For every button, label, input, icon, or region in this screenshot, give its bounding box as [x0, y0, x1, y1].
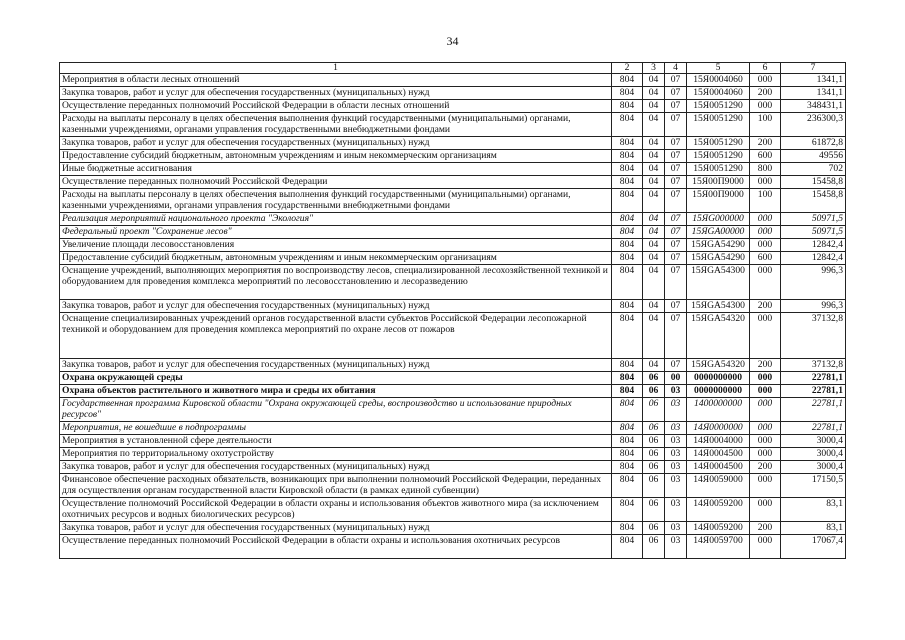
table-row [60, 213, 846, 226]
row-subsection-cell: 07 [665, 176, 687, 189]
row-subsection-cell: 07 [665, 300, 687, 313]
row-subsection-cell: 07 [665, 239, 687, 252]
row-name-cell: Государственная программа Кировской области "Охрана окружающей среды, воспроизводство и использование природных ресурсов" [60, 398, 612, 422]
row-section-cell: 04 [643, 87, 665, 100]
row-section-cell: 06 [643, 448, 665, 461]
row-target-cell: 15Я0051290 [687, 113, 750, 137]
row-amount-cell: 15458,8 [781, 189, 846, 213]
row-target-cell: 15Я00П9000 [687, 189, 750, 213]
row-code-cell: 804 [612, 522, 643, 535]
row-section-cell: 06 [643, 422, 665, 435]
row-subsection-cell: 03 [665, 498, 687, 522]
row-subsection-cell: 03 [665, 474, 687, 498]
row-section-cell: 04 [643, 226, 665, 239]
row-expense-type-cell: 100 [750, 189, 781, 213]
row-amount-cell: 22781,1 [781, 385, 846, 398]
row-name-cell: Осуществление переданных полномочий Российской Федерации [60, 176, 612, 189]
column-header: 2 [612, 63, 643, 74]
table-row [60, 265, 846, 300]
row-name-cell: Финансовое обеспечение расходных обязательств, возникающих при выполнении полномочий Российской Федерации, переданных для осуществления органам государственной власти Кировской области (в рамках единой субвенции) [60, 474, 612, 498]
row-expense-type-cell: 000 [750, 474, 781, 498]
row-name-cell: Предоставление субсидий бюджетным, автономным учреждениям и иным некоммерческим организациям [60, 252, 612, 265]
row-subsection-cell: 07 [665, 113, 687, 137]
row-target-cell: 15Я0051290 [687, 100, 750, 113]
row-target-cell: 0000000000 [687, 385, 750, 398]
row-section-cell: 04 [643, 189, 665, 213]
row-target-cell: 14Я0059200 [687, 522, 750, 535]
row-code-cell: 804 [612, 213, 643, 226]
row-target-cell: 15ЯGA54300 [687, 265, 750, 300]
row-amount-cell: 17150,5 [781, 474, 846, 498]
row-target-cell: 15Я0051290 [687, 150, 750, 163]
row-name-cell: Увеличение площади лесовосстановления [60, 239, 612, 252]
row-target-cell: 15ЯGA54290 [687, 239, 750, 252]
row-name-cell: Оснащение специализированных учреждений органов государственной власти субъектов Российской Федерации лесопожарной техникой и оборудованием для проведения комплекса мероприятий по охране лесов от пожаров [60, 313, 612, 359]
row-name-cell: Осуществление переданных полномочий Российской Федерации в области лесных отношений [60, 100, 612, 113]
row-expense-type-cell: 000 [750, 265, 781, 300]
row-expense-type-cell: 100 [750, 113, 781, 137]
row-amount-cell: 50971,5 [781, 226, 846, 239]
row-section-cell: 04 [643, 100, 665, 113]
row-code-cell: 804 [612, 100, 643, 113]
row-subsection-cell: 07 [665, 252, 687, 265]
column-header: 5 [687, 63, 750, 74]
row-name-cell: Федеральный проект "Сохранение лесов" [60, 226, 612, 239]
row-section-cell: 04 [643, 313, 665, 359]
row-section-cell: 04 [643, 113, 665, 137]
row-code-cell: 804 [612, 87, 643, 100]
row-name-cell: Осуществление переданных полномочий Российской Федерации в области охраны и использования охотничьих ресурсов [60, 535, 612, 559]
row-name-cell: Оснащение учреждений, выполняющих мероприятия по воспроизводству лесов, специализированной лесохозяйственной техникой и оборудованием для проведения комплекса мероприятий по лесовосстановлению и лесоразведению [60, 265, 612, 300]
row-section-cell: 04 [643, 150, 665, 163]
row-section-cell: 06 [643, 435, 665, 448]
row-amount-cell: 37132,8 [781, 313, 846, 359]
row-target-cell: 0000000000 [687, 372, 750, 385]
row-target-cell: 15ЯGA54300 [687, 300, 750, 313]
table-row [60, 300, 846, 313]
row-expense-type-cell: 200 [750, 461, 781, 474]
row-section-cell: 04 [643, 265, 665, 300]
row-expense-type-cell: 000 [750, 398, 781, 422]
table-row [60, 535, 846, 559]
row-expense-type-cell: 000 [750, 372, 781, 385]
row-amount-cell: 702 [781, 163, 846, 176]
row-amount-cell: 348431,1 [781, 100, 846, 113]
row-expense-type-cell: 000 [750, 213, 781, 226]
table-row [60, 385, 846, 398]
row-target-cell: 1400000000 [687, 398, 750, 422]
row-expense-type-cell: 800 [750, 163, 781, 176]
row-name-cell: Охрана объектов растительного и животного мира и среды их обитания [60, 385, 612, 398]
row-section-cell: 06 [643, 535, 665, 559]
row-code-cell: 804 [612, 535, 643, 559]
row-name-cell: Расходы на выплаты персоналу в целях обеспечения выполнения функций государственными (муниципальными) органами, казенными учреждениями, органами управления государственными внебюджетными фондами [60, 113, 612, 137]
row-amount-cell: 236300,3 [781, 113, 846, 137]
row-expense-type-cell: 000 [750, 498, 781, 522]
row-amount-cell: 12842,4 [781, 252, 846, 265]
row-section-cell: 04 [643, 239, 665, 252]
row-subsection-cell: 03 [665, 448, 687, 461]
row-code-cell: 804 [612, 163, 643, 176]
row-target-cell: 15ЯGA54290 [687, 252, 750, 265]
row-expense-type-cell: 200 [750, 522, 781, 535]
row-code-cell: 804 [612, 189, 643, 213]
row-section-cell: 04 [643, 74, 665, 87]
row-expense-type-cell: 000 [750, 226, 781, 239]
row-section-cell: 04 [643, 213, 665, 226]
table-row [60, 398, 846, 422]
row-target-cell: 14Я0059200 [687, 498, 750, 522]
budget-table [59, 62, 846, 559]
row-code-cell: 804 [612, 398, 643, 422]
table-row [60, 522, 846, 535]
row-expense-type-cell: 000 [750, 100, 781, 113]
row-name-cell: Мероприятия в области лесных отношений [60, 74, 612, 87]
row-target-cell: 15Я0051290 [687, 163, 750, 176]
table-row [60, 163, 846, 176]
row-target-cell: 14Я0004500 [687, 461, 750, 474]
row-name-cell: Мероприятия, не вошедшие в подпрограммы [60, 422, 612, 435]
row-name-cell: Закупка товаров, работ и услуг для обеспечения государственных (муниципальных) нужд [60, 87, 612, 100]
row-subsection-cell: 03 [665, 535, 687, 559]
page-number: 34 [446, 34, 459, 48]
row-target-cell: 15ЯGA54320 [687, 359, 750, 372]
row-amount-cell: 3000,4 [781, 461, 846, 474]
row-subsection-cell: 07 [665, 87, 687, 100]
row-target-cell: 15Я0004060 [687, 87, 750, 100]
table-row [60, 176, 846, 189]
row-subsection-cell: 00 [665, 372, 687, 385]
table-row [60, 498, 846, 522]
table-row [60, 100, 846, 113]
row-code-cell: 804 [612, 74, 643, 87]
row-subsection-cell: 07 [665, 74, 687, 87]
row-target-cell: 14Я0004500 [687, 448, 750, 461]
row-amount-cell: 37132,8 [781, 359, 846, 372]
row-subsection-cell: 03 [665, 461, 687, 474]
row-amount-cell: 22781,1 [781, 422, 846, 435]
row-amount-cell: 996,3 [781, 300, 846, 313]
table-row [60, 137, 846, 150]
row-code-cell: 804 [612, 252, 643, 265]
row-expense-type-cell: 000 [750, 313, 781, 359]
row-section-cell: 06 [643, 498, 665, 522]
row-code-cell: 804 [612, 137, 643, 150]
row-amount-cell: 22781,1 [781, 398, 846, 422]
row-code-cell: 804 [612, 313, 643, 359]
row-section-cell: 04 [643, 300, 665, 313]
row-expense-type-cell: 000 [750, 448, 781, 461]
row-expense-type-cell: 000 [750, 176, 781, 189]
column-header: 1 [60, 63, 612, 74]
row-amount-cell: 3000,4 [781, 435, 846, 448]
table-row [60, 448, 846, 461]
row-subsection-cell: 07 [665, 213, 687, 226]
table-row [60, 87, 846, 100]
row-section-cell: 04 [643, 137, 665, 150]
row-subsection-cell: 07 [665, 313, 687, 359]
table-row [60, 252, 846, 265]
row-code-cell: 804 [612, 435, 643, 448]
row-section-cell: 06 [643, 385, 665, 398]
row-expense-type-cell: 000 [750, 74, 781, 87]
row-expense-type-cell: 000 [750, 435, 781, 448]
column-header: 7 [781, 63, 846, 74]
row-subsection-cell: 03 [665, 422, 687, 435]
row-expense-type-cell: 200 [750, 300, 781, 313]
row-code-cell: 804 [612, 300, 643, 313]
row-subsection-cell: 07 [665, 163, 687, 176]
row-amount-cell: 50971,5 [781, 213, 846, 226]
row-subsection-cell: 03 [665, 435, 687, 448]
row-expense-type-cell: 600 [750, 252, 781, 265]
row-name-cell: Реализация мероприятий национального проекта "Экология" [60, 213, 612, 226]
table-row [60, 313, 846, 359]
row-code-cell: 804 [612, 113, 643, 137]
column-header: 3 [643, 63, 665, 74]
row-subsection-cell: 07 [665, 137, 687, 150]
row-target-cell: 14Я0059700 [687, 535, 750, 559]
row-target-cell: 14Я0000000 [687, 422, 750, 435]
row-section-cell: 06 [643, 398, 665, 422]
row-expense-type-cell: 000 [750, 535, 781, 559]
table-row [60, 372, 846, 385]
row-name-cell: Осуществление полномочий Российской Федерации в области охраны и использования объектов животного мира (за исключением охотничьих ресурсов и водных биологических ресурсов) [60, 498, 612, 522]
table-row [60, 474, 846, 498]
row-section-cell: 06 [643, 522, 665, 535]
row-section-cell: 04 [643, 252, 665, 265]
row-subsection-cell: 07 [665, 359, 687, 372]
table-row [60, 226, 846, 239]
row-section-cell: 04 [643, 359, 665, 372]
row-name-cell: Мероприятия в установленной сфере деятельности [60, 435, 612, 448]
row-amount-cell: 83,1 [781, 498, 846, 522]
row-expense-type-cell: 200 [750, 137, 781, 150]
row-subsection-cell: 03 [665, 522, 687, 535]
row-name-cell: Закупка товаров, работ и услуг для обеспечения государственных (муниципальных) нужд [60, 522, 612, 535]
row-expense-type-cell: 000 [750, 385, 781, 398]
row-code-cell: 804 [612, 498, 643, 522]
row-expense-type-cell: 000 [750, 422, 781, 435]
row-amount-cell: 22781,1 [781, 372, 846, 385]
table-row [60, 150, 846, 163]
row-code-cell: 804 [612, 461, 643, 474]
row-section-cell: 06 [643, 461, 665, 474]
row-name-cell: Закупка товаров, работ и услуг для обеспечения государственных (муниципальных) нужд [60, 137, 612, 150]
row-section-cell: 06 [643, 372, 665, 385]
row-amount-cell: 12842,4 [781, 239, 846, 252]
row-code-cell: 804 [612, 372, 643, 385]
row-code-cell: 804 [612, 385, 643, 398]
row-code-cell: 804 [612, 448, 643, 461]
row-subsection-cell: 07 [665, 226, 687, 239]
row-amount-cell: 1341,1 [781, 87, 846, 100]
row-code-cell: 804 [612, 150, 643, 163]
row-code-cell: 804 [612, 474, 643, 498]
row-target-cell: 15Я0051290 [687, 137, 750, 150]
row-section-cell: 04 [643, 163, 665, 176]
row-name-cell: Иные бюджетные ассигнования [60, 163, 612, 176]
row-amount-cell: 15458,8 [781, 176, 846, 189]
row-target-cell: 14Я0004000 [687, 435, 750, 448]
row-amount-cell: 61872,8 [781, 137, 846, 150]
row-name-cell: Охрана окружающей среды [60, 372, 612, 385]
table-row [60, 461, 846, 474]
table-row [60, 422, 846, 435]
row-code-cell: 804 [612, 176, 643, 189]
row-target-cell: 15Я0004060 [687, 74, 750, 87]
row-subsection-cell: 07 [665, 189, 687, 213]
row-code-cell: 804 [612, 422, 643, 435]
row-code-cell: 804 [612, 265, 643, 300]
row-target-cell: 15ЯG000000 [687, 213, 750, 226]
row-subsection-cell: 03 [665, 398, 687, 422]
row-amount-cell: 1341,1 [781, 74, 846, 87]
row-target-cell: 15ЯGA00000 [687, 226, 750, 239]
row-expense-type-cell: 200 [750, 359, 781, 372]
row-target-cell: 15ЯGA54320 [687, 313, 750, 359]
row-section-cell: 04 [643, 176, 665, 189]
row-name-cell: Закупка товаров, работ и услуг для обеспечения государственных (муниципальных) нужд [60, 359, 612, 372]
row-expense-type-cell: 200 [750, 87, 781, 100]
row-code-cell: 804 [612, 226, 643, 239]
row-target-cell: 15Я00П9000 [687, 176, 750, 189]
row-code-cell: 804 [612, 359, 643, 372]
table-row [60, 359, 846, 372]
table-row [60, 113, 846, 137]
column-header: 4 [665, 63, 687, 74]
row-subsection-cell: 03 [665, 385, 687, 398]
row-target-cell: 14Я0059000 [687, 474, 750, 498]
table-header-row [60, 63, 846, 74]
row-name-cell: Расходы на выплаты персоналу в целях обеспечения выполнения функций государственными (муниципальными) органами, казенными учреждениями, органами управления государственными внебюджетными фондами [60, 189, 612, 213]
row-amount-cell: 3000,4 [781, 448, 846, 461]
row-amount-cell: 17067,4 [781, 535, 846, 559]
table-row [60, 189, 846, 213]
row-subsection-cell: 07 [665, 100, 687, 113]
row-amount-cell: 83,1 [781, 522, 846, 535]
row-name-cell: Закупка товаров, работ и услуг для обеспечения государственных (муниципальных) нужд [60, 461, 612, 474]
row-subsection-cell: 07 [665, 265, 687, 300]
row-amount-cell: 49556 [781, 150, 846, 163]
row-name-cell: Мероприятия по территориальному охотустройству [60, 448, 612, 461]
row-expense-type-cell: 600 [750, 150, 781, 163]
column-header: 6 [750, 63, 781, 74]
table-row [60, 435, 846, 448]
row-name-cell: Закупка товаров, работ и услуг для обеспечения государственных (муниципальных) нужд [60, 300, 612, 313]
table-row [60, 239, 846, 252]
table-row [60, 74, 846, 87]
row-amount-cell: 996,3 [781, 265, 846, 300]
row-code-cell: 804 [612, 239, 643, 252]
row-expense-type-cell: 000 [750, 239, 781, 252]
row-section-cell: 06 [643, 474, 665, 498]
row-name-cell: Предоставление субсидий бюджетным, автономным учреждениям и иным некоммерческим организациям [60, 150, 612, 163]
row-subsection-cell: 07 [665, 150, 687, 163]
